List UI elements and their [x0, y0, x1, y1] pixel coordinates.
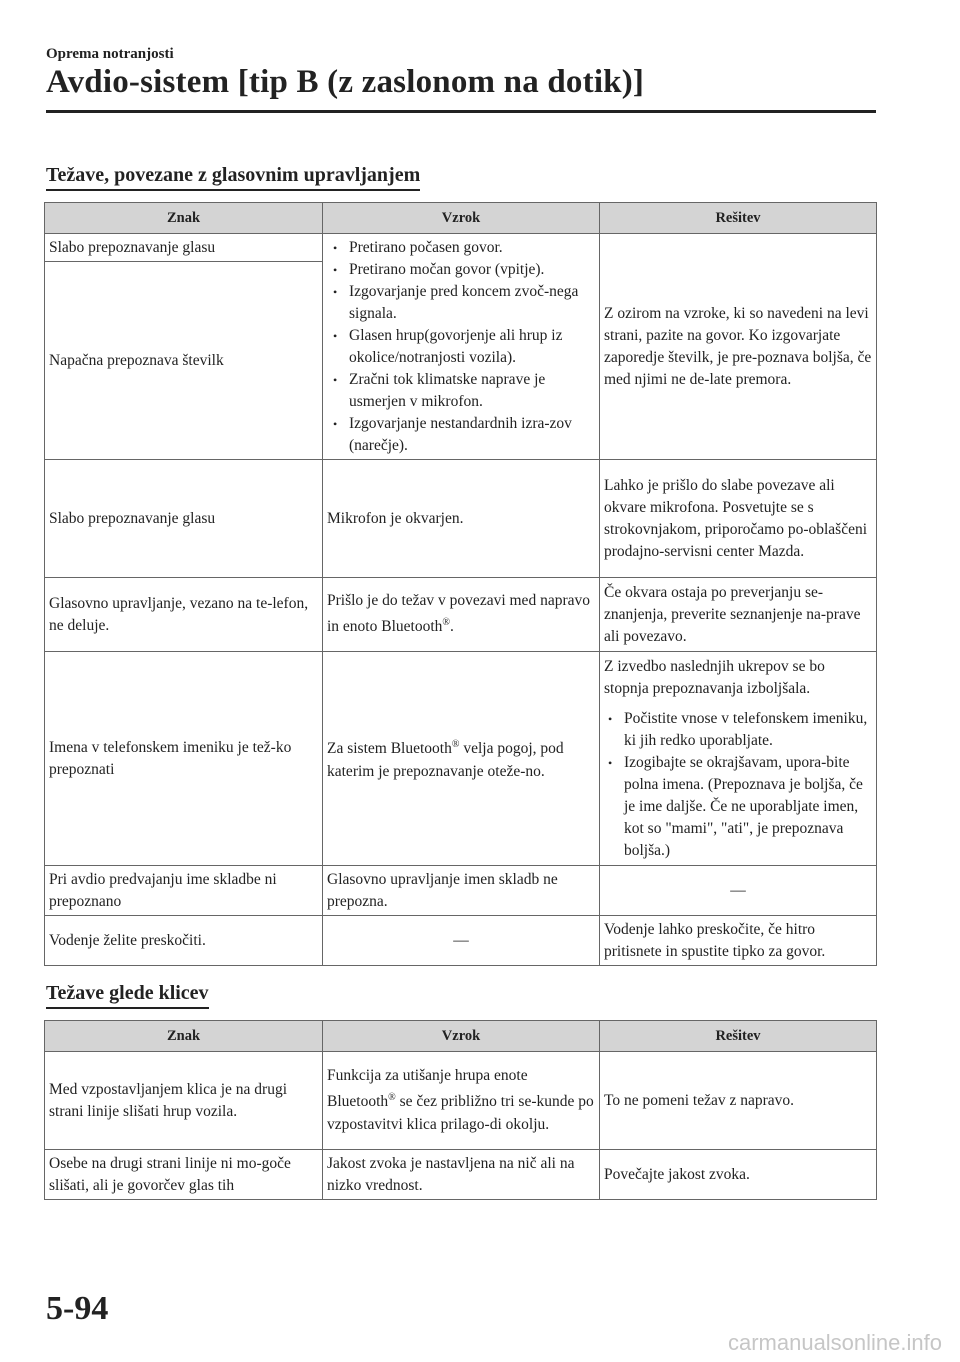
- table-header-row: [45, 203, 877, 234]
- cell-vzrok: Mikrofon je okvarjen.: [323, 460, 600, 578]
- registered-mark: ®: [451, 739, 460, 751]
- cell-vzrok-text: Prišlo je do težav v povezavi med napravo in enoto Bluetooth: [327, 592, 590, 636]
- section-title-voice: Težave, povezane z glasovnim upravljanjem: [46, 164, 420, 191]
- table-row: [45, 652, 877, 866]
- cell-vzrok-end: se čez približno tri se-kunde po vzpostavitvi klica prilago-di okolju.: [327, 1093, 594, 1133]
- page-title: Avdio-sistem [tip B (z zaslonom na dotik)]: [46, 64, 645, 100]
- cell-resitev: Z ozirom na vzroke, ki so navedeni na levi strani, pazite na govor. Ko izgovarjate zaporedje številk, je pre-poznava boljša, če med njimi ne de-late premora.: [600, 234, 877, 460]
- list-item: • Izgovarjanje nestandardnih izra-zov (narečje).: [349, 413, 595, 457]
- cell-znak: Imena v telefonskem imeniku je tež-ko prepoznati: [45, 652, 323, 866]
- cell-resitev: Lahko je prišlo do slabe povezave ali okvare mikrofona. Posvetujte se s strokovnjakom, priporočamo po-oblaščeni prodajno-servisni center Mazda.: [600, 460, 877, 578]
- solution-list: [604, 708, 872, 862]
- cell-resitev: Če okvara ostaja po preverjanju se-znanjenja, preverite seznanjenje na-prave ali povezavo.: [600, 578, 877, 652]
- cell-znak: Napačna prepoznava številk: [45, 262, 323, 460]
- cell-resitev: To ne pomeni težav z napravo.: [600, 1052, 877, 1150]
- cell-vzrok: Jakost zvoka je nastavljena na nič ali na nizko vrednost.: [323, 1150, 600, 1200]
- registered-mark: ®: [442, 617, 450, 629]
- table-row: [45, 234, 877, 262]
- list-item: • Izgovarjanje pred koncem zvoč-nega signala.: [349, 281, 595, 325]
- voice-troubleshooting-table: [44, 202, 877, 966]
- header-section-label: Oprema notranjosti: [46, 46, 174, 62]
- cause-list: [327, 237, 595, 457]
- cell-vzrok: [323, 234, 600, 460]
- watermark: carmanualsonline.info: [727, 1330, 942, 1355]
- list-item: • Glasen hrup(govorjenje ali hrup iz okolice/notranjosti vozila).: [349, 325, 595, 369]
- column-header-resitev: Rešitev: [600, 1021, 877, 1052]
- table-header-row: [45, 1021, 877, 1052]
- column-header-znak: Znak: [45, 1021, 323, 1052]
- table-row: [45, 1150, 877, 1200]
- cell-znak: Med vzpostavljanjem klica je na drugi strani linije slišati hrup vozila.: [45, 1052, 323, 1150]
- registered-mark: ®: [388, 1092, 396, 1104]
- cell-vzrok: [323, 652, 600, 866]
- cell-vzrok: Glasovno upravljanje imen skladb ne prepozna.: [323, 866, 600, 916]
- cell-znak: Slabo prepoznavanje glasu: [45, 234, 323, 262]
- table-row: [45, 916, 877, 966]
- column-header-vzrok: Vzrok: [323, 203, 600, 234]
- cell-resitev: [600, 652, 877, 866]
- cell-resitev: —: [600, 866, 877, 916]
- list-item: • Izogibajte se okrajšavam, upora-bite polna imena. (Prepoznava je boljša, če je ime daljše. Če ne uporabljate imen, kot so "mami", "ati", je prepoznava boljša.): [624, 752, 872, 862]
- cell-vzrok-text: Funkcija za utišanje hrupa enote Bluetooth: [327, 1067, 528, 1111]
- table-row: [45, 578, 877, 652]
- table-row: [45, 1052, 877, 1150]
- cell-vzrok-end: .: [450, 618, 454, 636]
- list-item: • Počistite vnose v telefonskem imeniku, ki jih redko uporabljate.: [624, 708, 872, 752]
- table-row: [45, 460, 877, 578]
- cell-resitev: Povečajte jakost zvoka.: [600, 1150, 877, 1200]
- column-header-resitev: Rešitev: [600, 203, 877, 234]
- header-divider: [46, 110, 876, 113]
- column-header-znak: Znak: [45, 203, 323, 234]
- column-header-vzrok: Vzrok: [323, 1021, 600, 1052]
- cell-znak: Slabo prepoznavanje glasu: [45, 460, 323, 578]
- table-row: [45, 866, 877, 916]
- cell-znak: Vodenje želite preskočiti.: [45, 916, 323, 966]
- cell-znak: Glasovno upravljanje, vezano na te-lefon, ne deluje.: [45, 578, 323, 652]
- list-item: • Zračni tok klimatske naprave je usmerjen v mikrofon.: [349, 369, 595, 413]
- cell-vzrok: [323, 1052, 600, 1150]
- cell-resitev: Vodenje lahko preskočite, če hitro pritisnete in spustite tipko za govor.: [600, 916, 877, 966]
- list-item: • Pretirano močan govor (vpitje).: [349, 259, 595, 281]
- calls-troubleshooting-table: [44, 1020, 877, 1200]
- list-item: • Pretirano počasen govor.: [349, 237, 595, 259]
- section-title-calls: Težave glede klicev: [46, 982, 209, 1009]
- cell-vzrok-end: velja pogoj, pod katerim je prepoznavanje oteže-no.: [327, 740, 564, 780]
- cell-vzrok-text: Za sistem Bluetooth: [327, 740, 452, 758]
- cell-znak: Pri avdio predvajanju ime skladbe ni prepoznano: [45, 866, 323, 916]
- cell-vzrok: [323, 578, 600, 652]
- cell-znak: Osebe na drugi strani linije ni mo-goče slišati, ali je govorčev glas tih: [45, 1150, 323, 1200]
- page-number: 5-94: [46, 1290, 109, 1327]
- cell-vzrok: —: [323, 916, 600, 966]
- solution-intro: Z izvedbo naslednjih ukrepov se bo stopnja prepoznavanja izboljšala.: [604, 657, 825, 697]
